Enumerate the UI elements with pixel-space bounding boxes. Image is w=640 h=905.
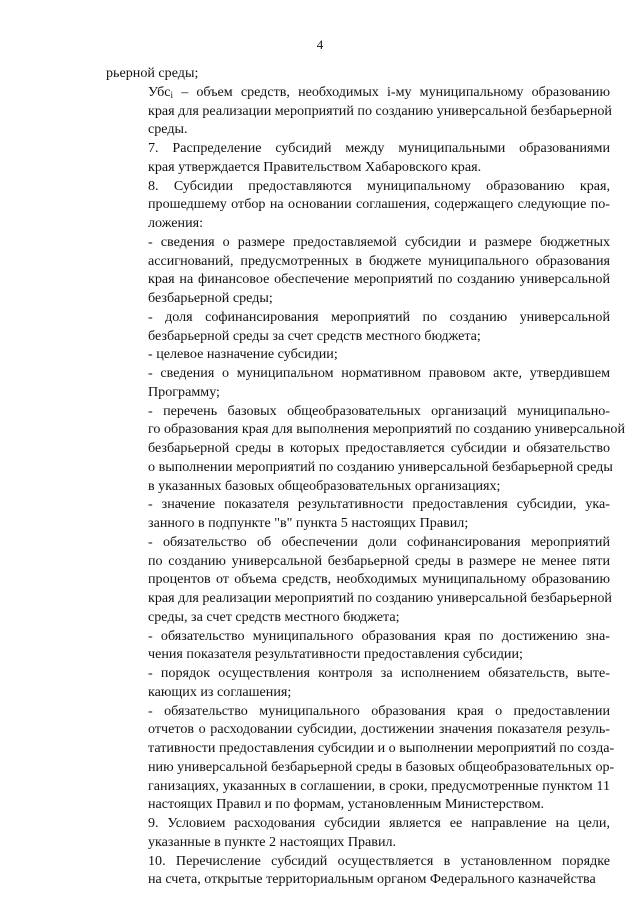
paragraph-p8-item3 [106,345,610,364]
text-line: процентов от объема средств, необходимых муниципальному образованию [148,571,610,588]
text-line: - обязательство муниципального образования края о предоставлении [148,702,610,719]
text-line: по созданию универсальной безбарьерной среды в размере не менее пяти [148,552,610,569]
text-line: - целевое назначение субсидии; [148,346,338,363]
paragraph-p8-item7 [106,533,610,627]
text-line: ложения: [148,215,204,231]
text-line: занного в подпункте "в" пункта 5 настоящих Правил; [148,515,469,531]
text-line: чения показателя результативности предоставления субсидии; [148,646,523,663]
text-line: 10. Перечисление субсидий осуществляется в установленном порядке [148,852,610,869]
text-line: на счета, открытые территориальным органом Федерального казначейства [148,871,596,888]
page-number: 4 [316,37,324,52]
formula-definition: – объем средств, необходимых i-му муниципальному образованию [181,83,610,100]
formula-subscript: i [170,89,174,100]
text-line: о выполнении мероприятий по созданию универсальной безбарьерной среды [148,458,613,475]
text-line: безбарьерной среды; [148,290,273,306]
text-line: Программу; [148,383,220,400]
paragraph-p-continued [106,64,610,83]
text-line: среды, за счет средств местного бюджета; [148,608,400,625]
text-line: нию универсальной безбарьерной среды в базовых общеобразовательных ор- [148,758,615,775]
paragraph-p10 [106,852,610,890]
paragraph-p8-item8 [106,627,610,665]
text-line: 9. Условием расходования субсидии является ее направление на цели, [148,815,610,831]
document-body [106,64,626,889]
text-line: среды. [148,121,188,138]
text-line: - обязательство муниципального образования края по достижению зна- [148,627,610,644]
text-line: безбарьерной среды за счет средств местного бюджета; [148,327,481,344]
text-line: - сведения о размере предоставляемой субсидии и размере бюджетных [148,233,610,250]
text-line: края на финансовое обеспечение мероприятий по созданию универсальной [148,271,610,288]
text-line: - порядок осуществления контроля за исполнением обязательств, выте- [148,665,610,681]
text-line: - перечень базовых общеобразовательных организаций муниципально- [148,402,610,419]
paragraph-p9 [106,814,610,852]
text-line: края для реализации мероприятий по созданию универсальной безбарьерной [148,102,612,119]
text-line: края утверждается Правительством Хабаровского края. [148,158,482,175]
text-line: тативности предоставления субсидии и о выполнении мероприятий по созда- [148,740,615,756]
text-line: кающих из соглашения; [148,683,292,700]
paragraph-p8-item5 [106,402,626,496]
text-line: безбарьерной среды в которых предоставляется субсидии и обязательство [148,440,610,456]
paragraph-p8-item6 [106,495,610,533]
paragraph-p8-item10 [106,702,615,815]
paragraph-p8 [106,177,610,233]
text-line: края для реализации мероприятий по созданию универсальной безбарьерной [148,590,612,606]
paragraph-p-formula-def [106,83,610,139]
text-line: - обязательство об обеспечении доли софинансирования мероприятий [148,533,610,550]
text-line: - сведения о муниципальном нормативном правовом акте, утвердившем [148,365,610,381]
text-line: ассигнований, предусмотренных в бюджете муниципального образования [148,252,610,269]
text-line: в указанных базовых общеобразовательных организациях; [148,477,501,494]
text-line: 8. Субсидии предоставляются муниципальному образованию края, [148,177,610,194]
text-line: ганизациях, указанных в соглашении, в сроки, предусмотренные пунктом 11 [148,777,610,794]
text-line: отчетов о расходовании субсидии, достижении значения показателя резуль- [148,721,610,738]
paragraph-p8-item1 [106,233,610,308]
paragraph-p8-item9 [106,664,610,702]
text-line: указанные в пункте 2 настоящих Правил. [148,833,397,850]
text-line: настоящих Правил и по формам, установленным Министерством. [148,796,545,813]
text-line: го образования края для выполнения мероприятий по созданию универсальной [148,421,626,438]
paragraph-p8-item4 [106,364,610,402]
text-line: 7. Распределение субсидий между муниципальными образованиями [148,140,610,156]
text-line [106,83,610,102]
text-line: рьерной среды; [106,65,199,81]
text-line: прошедшему отбор на основании соглашения, содержащего следующие по- [148,196,610,213]
paragraph-p8-item2 [106,308,610,346]
formula-symbol: Убс [148,83,171,100]
paragraph-p7 [106,139,610,177]
text-line: - значение показателя результативности предоставления субсидии, ука- [148,496,610,513]
text-line: - доля софинансирования мероприятий по созданию универсальной [148,308,610,325]
